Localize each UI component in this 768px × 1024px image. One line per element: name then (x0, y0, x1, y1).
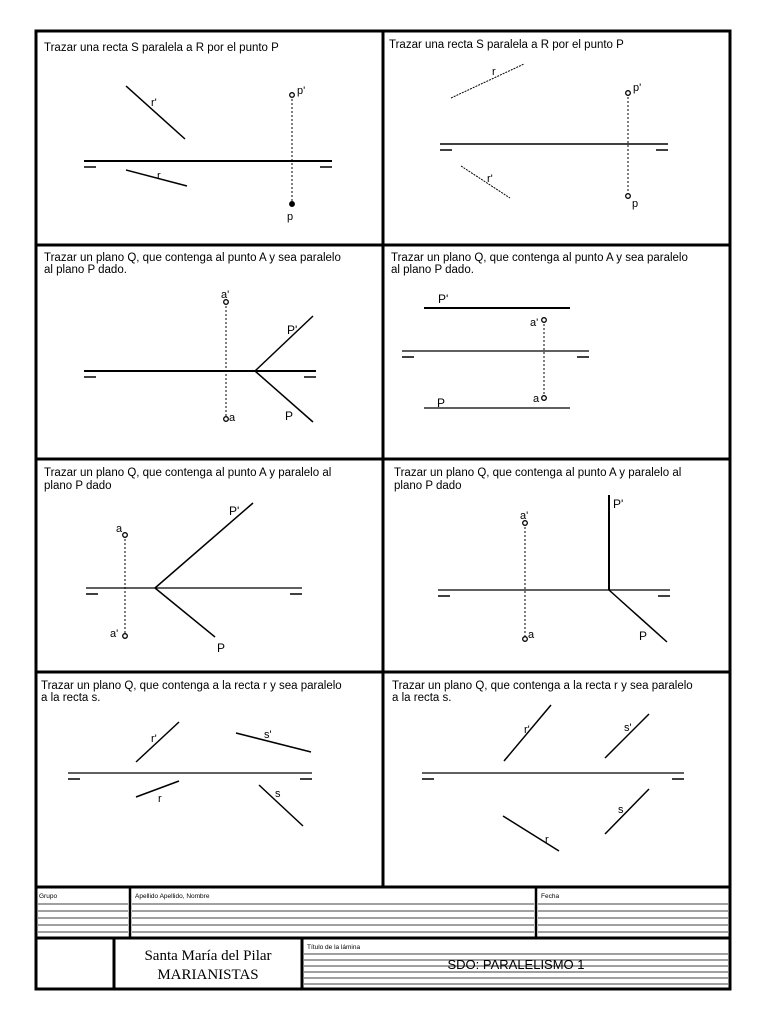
line-s-prime (236, 733, 311, 752)
label-r: r (492, 66, 496, 78)
panel-2 (389, 39, 668, 210)
label-P-prime: P' (229, 504, 240, 518)
panel-4-title-line-1: Trazar un plano Q, que contenga al punto A y sea paralelo (391, 252, 688, 264)
label-a-prime: a' (530, 317, 539, 329)
panel-5 (44, 467, 331, 655)
label-P: P (437, 396, 446, 410)
panel-3-title-line-2: al plano P dado. (44, 264, 127, 276)
grupo-label: Grupo (39, 893, 58, 900)
panel-4 (391, 252, 688, 410)
label-s: s (618, 804, 624, 816)
label-s-prime: s' (624, 722, 632, 734)
point-a (523, 637, 528, 642)
sheet-title: SDO: PARALELISMO 1 (447, 957, 585, 972)
point-a (224, 417, 229, 422)
label-p: p (632, 198, 639, 210)
label-r: r (158, 793, 162, 805)
panel-6-title-line-1: Trazar un plano Q, que contenga al punto A y paralelo al (394, 467, 682, 479)
line-r-prime (136, 722, 179, 762)
point-p (626, 194, 631, 199)
line-r-prime (461, 166, 510, 198)
panel-6-title-line-2: plano P dado (394, 480, 462, 492)
nombre-label: Apellido Apellido, Nombre (135, 893, 210, 900)
point-p-prime (626, 91, 631, 96)
label-P-prime: P' (613, 497, 624, 511)
trace-p (255, 371, 313, 422)
panel-8 (392, 680, 693, 851)
panel-7-title-line-2: a la recta s. (41, 692, 101, 704)
label-r: r (157, 170, 161, 182)
panel-4-title-line-2: al plano P dado. (391, 264, 474, 276)
line-s (605, 789, 649, 834)
line-r (503, 816, 559, 851)
label-p: p (287, 211, 294, 223)
label-P-prime: P' (438, 292, 449, 306)
point-a (542, 396, 547, 401)
panel-6 (394, 467, 681, 643)
trace-p (609, 590, 667, 642)
label-s: s (275, 788, 281, 800)
label-r: r (545, 834, 549, 846)
panel-1-title: Trazar una recta S paralela a R por el punto P (44, 42, 279, 54)
school-name: Santa María del Pilar (144, 948, 272, 964)
label-r-prime: r' (151, 733, 157, 745)
label-P-prime: P' (287, 323, 298, 337)
label-r-prime: r' (524, 724, 530, 736)
label-a: a (528, 629, 535, 641)
label-p-prime: p' (297, 85, 306, 97)
title-block (36, 887, 730, 989)
panel-5-title-line-2: plano P dado (44, 480, 112, 492)
sheet-frame (36, 31, 730, 989)
writing-lines (38, 904, 728, 932)
label-r-prime: r' (151, 97, 157, 109)
panel-3 (44, 252, 341, 424)
label-a-prime: a' (520, 510, 529, 522)
label-a: a (116, 523, 123, 535)
trace-p-prime (255, 316, 313, 371)
label-r-prime: r' (487, 173, 493, 185)
titulo-label: Título de la lámina (307, 944, 361, 951)
label-P: P (217, 641, 226, 655)
panel-7 (41, 680, 342, 826)
line-s (259, 785, 303, 826)
label-a: a (229, 412, 236, 424)
label-P: P (285, 409, 294, 423)
label-P: P (639, 629, 648, 643)
line-r-prime (126, 86, 185, 139)
panel-7-title-line-1: Trazar un plano Q, que contenga a la recta r y sea paralelo (41, 680, 342, 692)
label-a: a (533, 393, 540, 405)
label-p-prime: p' (633, 82, 642, 94)
label-s-prime: s' (264, 729, 272, 741)
point-a (123, 533, 128, 538)
panel-3-title-line-1: Trazar un plano Q, que contenga al punto A y sea paralelo (44, 252, 341, 264)
point-a-prime (123, 634, 128, 639)
line-r (451, 64, 524, 98)
panel-1 (44, 42, 332, 223)
label-a-prime: a' (221, 289, 230, 301)
trace-p (155, 588, 215, 637)
label-a-prime: a' (110, 628, 119, 640)
point-a-prime (542, 318, 547, 323)
logo-box (36, 938, 114, 989)
panel-5-title-line-1: Trazar un plano Q, que contenga al punto A y paralelo al (44, 467, 332, 479)
panel-8-title-line-2: a la recta s. (392, 692, 452, 704)
line-s-prime (605, 714, 649, 758)
school-order: MARIANISTAS (157, 967, 259, 983)
panel-2-title: Trazar una recta S paralela a R por el punto P (389, 39, 624, 51)
point-p-prime (290, 93, 295, 98)
point-p (290, 202, 295, 207)
panel-8-title-line-1: Trazar un plano Q, que contenga a la recta r y sea paralelo (392, 680, 693, 692)
fecha-label: Fecha (541, 893, 560, 900)
